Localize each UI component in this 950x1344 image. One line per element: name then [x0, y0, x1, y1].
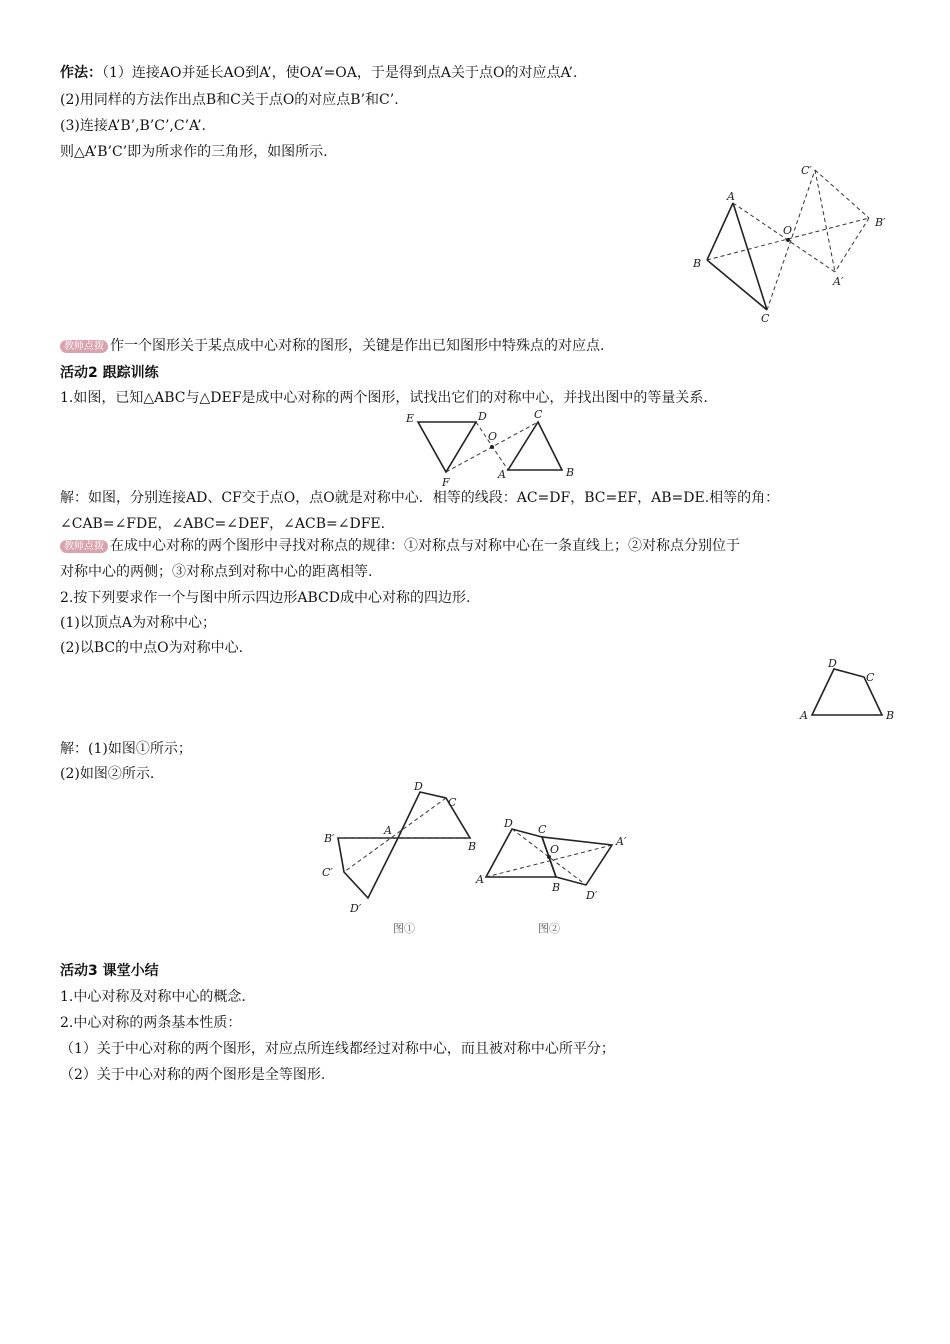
center-point — [490, 445, 494, 449]
activity2-title: 活动2 跟踪训练 — [60, 365, 159, 381]
label-a: A — [800, 709, 808, 722]
activity3-s2: 2.中心对称的两条基本性质： — [60, 1015, 242, 1031]
tip2-text: 在成中心对称的两个图形中寻找对称点的规律：①对称点与对称中心在一条直线上；②对称点分别位于 — [110, 538, 740, 554]
quad-abcd — [486, 829, 556, 877]
method-step1: （1）连接AO并延长AO到A’，使OA’=OA，于是得到点A关于点O的对应点A’. — [102, 65, 578, 81]
label-c: C — [448, 796, 457, 809]
label-c: C — [866, 671, 875, 684]
quad-abcd — [398, 792, 470, 838]
label-o: O — [783, 224, 793, 237]
label-c: C — [534, 408, 543, 421]
figure-caption-1: 图① — [393, 922, 415, 935]
method-label: 作法： — [60, 65, 102, 81]
figure-triangle-symmetry — [685, 160, 895, 330]
activity2-q2: 2.按下列要求作一个与图中所示四边形ABCD成中心对称的四边形. — [60, 590, 471, 606]
seg-bc — [707, 260, 767, 310]
activity2-a2-1: 解：(1)如图①所示； — [60, 741, 192, 757]
tip-badge: 教师点拨 — [60, 340, 108, 353]
label-b: B — [566, 466, 575, 479]
label-d: D — [828, 657, 837, 670]
figure-def-abc — [402, 408, 592, 488]
label-a: A — [498, 468, 506, 481]
method-step2: (2)用同样的方法作出点B和C关于点O的对应点B’和C’. — [60, 92, 399, 108]
label-o: O — [488, 430, 498, 443]
label-a: A — [727, 190, 735, 203]
label-c-prime: C′ — [322, 866, 333, 879]
seg-b2a2 — [835, 218, 869, 272]
seg-aa2 — [486, 845, 612, 877]
label-d-prime: D′ — [586, 889, 598, 902]
tip2-line1 — [60, 537, 740, 555]
label-b: B — [552, 881, 561, 894]
triangle-def — [418, 422, 476, 472]
label-d: D — [504, 817, 513, 830]
seg-c2b2 — [815, 170, 869, 218]
label-f: F — [442, 476, 450, 489]
method-step1-line — [60, 64, 577, 82]
tip2-line2: 对称中心的两侧；③对称点到对称中心的距离相等. — [60, 564, 373, 580]
activity3-title: 活动3 课堂小结 — [60, 963, 159, 979]
figure-caption-2: 图② — [538, 922, 560, 935]
activity3-s1: 1.中心对称及对称中心的概念. — [60, 989, 246, 1005]
tip-badge: 教师点拨 — [60, 540, 108, 553]
seg-cc2 — [344, 798, 446, 872]
tip1-line — [60, 337, 604, 355]
center-point — [786, 238, 790, 242]
seg-ac — [733, 203, 767, 310]
activity2-q2-1: (1)以顶点A为对称中心； — [60, 615, 216, 631]
method-conclusion: 则△A’B’C’即为所求作的三角形，如图所示. — [60, 144, 328, 160]
activity3-s2-2: （2）关于中心对称的两个图形是全等图形. — [60, 1067, 326, 1083]
label-c: C — [538, 823, 547, 836]
quad-image — [338, 838, 398, 898]
label-a: A — [384, 824, 392, 837]
label-e: E — [406, 412, 415, 425]
figure-quadrilateral — [798, 655, 908, 725]
seg-cc2 — [767, 170, 815, 310]
tip1-text: 作一个图形关于某点成中心对称的图形，关键是作出已知图形中特殊点的对应点. — [110, 338, 605, 354]
activity2-a2-2: (2)如图②所示. — [60, 766, 155, 782]
label-d: D — [414, 780, 423, 793]
label-b: B — [468, 840, 477, 853]
label-d: D — [478, 410, 487, 423]
label-b-prime: B′ — [875, 216, 886, 229]
activity2-a1-line2: ∠CAB=∠FDE，∠ABC=∠DEF，∠ACB=∠DFE. — [60, 516, 386, 532]
activity2-a1-line1: 解：如图，分别连接AD、CF交于点O，点O就是对称中心．相等的线段：AC=DF，BC=EF，AB=DE.相等的角： — [60, 490, 780, 506]
activity2-q2-2: (2)以BC的中点O为对称中心. — [60, 640, 244, 656]
label-c: C — [761, 312, 770, 325]
triangle-abc — [508, 422, 562, 470]
label-a: A — [476, 873, 484, 886]
label-c-prime: C′ — [801, 164, 812, 177]
label-a-prime: A′ — [616, 835, 627, 848]
activity3-s2-1: （1）关于中心对称的两个图形，对应点所连线都经过对称中心，而且被对称中心所平分； — [60, 1041, 615, 1057]
activity2-q1: 1.如图，已知△ABC与△DEF是成中心对称的两个图形，试找出它们的对称中心，并找出图中的等量关系. — [60, 390, 708, 406]
figure-sym-about-o — [474, 815, 634, 915]
label-o: O — [550, 843, 560, 856]
label-a-prime: A′ — [833, 275, 844, 288]
label-b-prime: B′ — [324, 832, 335, 845]
label-b: B — [693, 257, 702, 270]
label-d-prime: D′ — [350, 902, 362, 915]
label-b: B — [886, 709, 895, 722]
figure-sym-about-a — [320, 780, 490, 920]
seg-ab — [707, 203, 733, 260]
method-step3: (3)连接A’B’,B’C’,C’A’. — [60, 118, 206, 134]
